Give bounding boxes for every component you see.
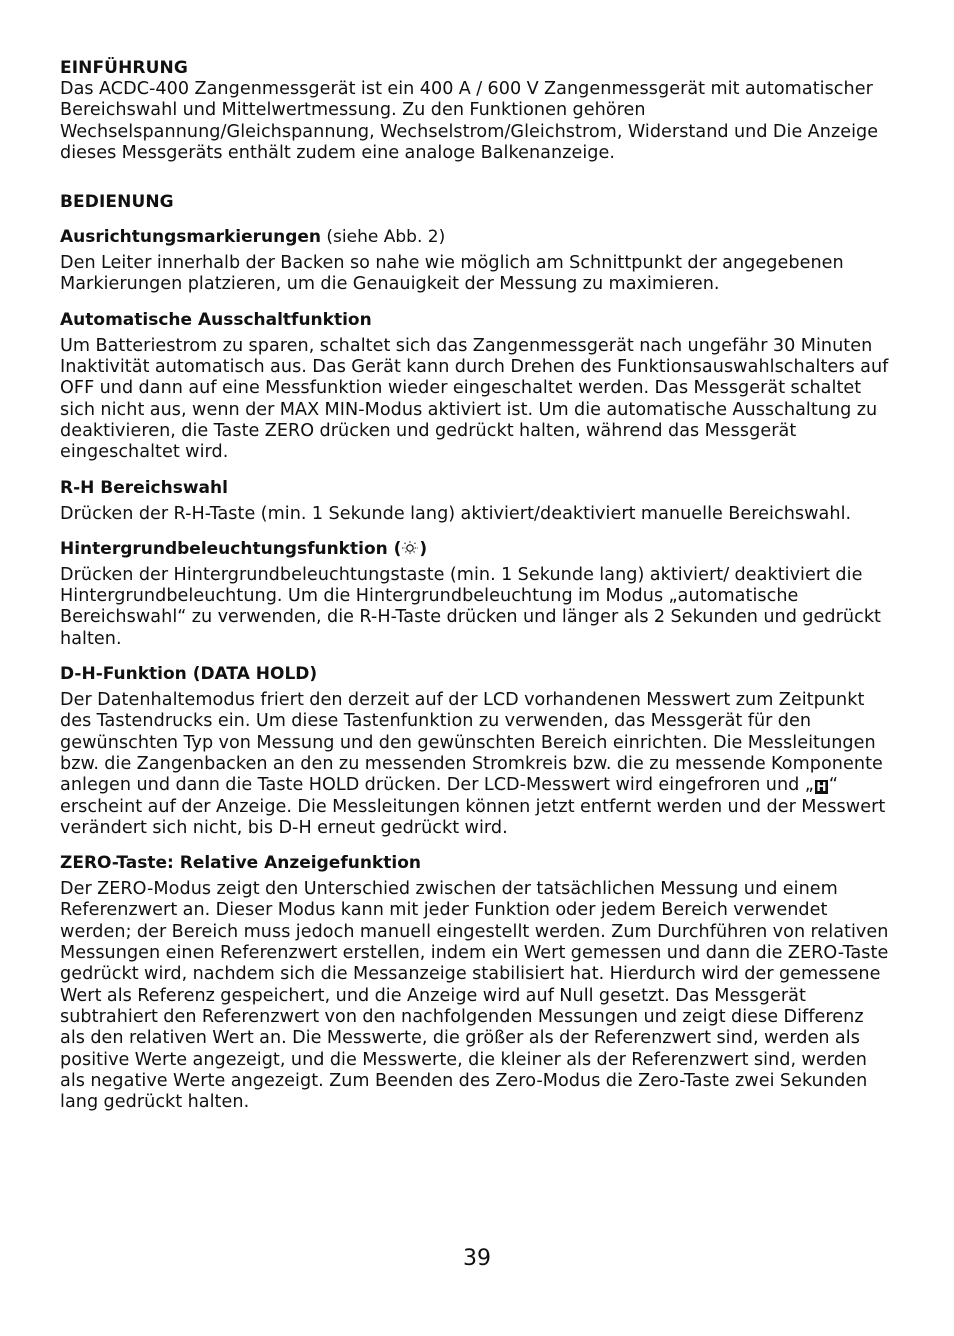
- einfuehrung-text: Das ACDC-400 Zangenmessgerät ist ein 400 A / 600 V Zangenmessgerät mit automatischer Bereichswahl und Mittelwertmessung. Zu den Funktionen gehören Wechselspannung/Gleichspannung, Wechselstrom/Gleichstrom, Widerstand und Die Anzeige dieses Messgeräts enthält zudem eine analoge Balkenanzeige.: [60, 79, 879, 163]
- manual-page: [60, 58, 890, 1113]
- dh-text: [60, 690, 890, 839]
- sun-icon: [401, 540, 419, 554]
- subheading-zero: ZERO-Taste: Relative Anzeigefunktion: [60, 853, 421, 874]
- subheading-hintergrund-end: ): [419, 538, 428, 559]
- subheading-rh: R-H Bereichswahl: [60, 477, 228, 498]
- subheading-dh: D-H-Funktion (DATA HOLD): [60, 664, 318, 685]
- page-number: 39: [463, 1246, 491, 1271]
- hold-indicator-icon: H: [816, 780, 827, 795]
- subheading-hintergrund: [60, 539, 890, 560]
- ausschalt-text: Um Batteriestrom zu sparen, schaltet sich das Zangenmessgerät nach ungefähr 30 Minuten Inaktivität automatisch aus. Das Gerät kann durch Drehen des Funktionsauswahlschalters auf OFF und dann auf eine Messfunktion wieder eingeschaltet werden. Das Messgerät schaltet sich nicht aus, wenn der MAX MIN-Modus aktiviert ist. Um die automatische Ausschaltung zu deaktivieren, die Taste ZERO drücken und gedrückt halten, während das Messgerät eingeschaltet wird.: [60, 335, 889, 463]
- ausrichtung-text: Den Leiter innerhalb der Backen so nahe wie möglich am Schnittpunkt der angegebenen Markierungen platzieren, um die Genauigkeit der Messung zu maximieren.: [60, 253, 844, 295]
- subheading-hintergrund-title: Hintergrundbeleuchtungsfunktion (: [60, 538, 402, 559]
- hintergrund-text: Drücken der Hintergrundbeleuchtungstaste (min. 1 Sekunde lang) aktiviert/ deaktiviert die Hintergrundbeleuchtung. Um die Hintergrundbeleuchtung im Modus „automatische Bereichswahl“ zu verwenden, die R-H-Taste drücken und länger als 2 Sekunden und gedrückt halten.: [60, 564, 882, 649]
- subheading-ausrichtung: [60, 227, 890, 248]
- section-heading-bedienung: BEDIENUNG: [60, 192, 174, 213]
- dh-text-after: “ erscheint auf der Anzeige. Die Messleitungen können jetzt entfernt werden und der Messwert verändert sich nicht, bis D-H erneut gedrückt wird.: [60, 775, 886, 838]
- subheading-ausrichtung-title: Ausrichtungsmarkierungen: [60, 227, 322, 248]
- rh-text: Drücken der R-H-Taste (min. 1 Sekunde lang) aktiviert/deaktiviert manuelle Bereichswahl.: [60, 503, 852, 524]
- zero-text: Der ZERO-Modus zeigt den Unterschied zwischen der tatsächlichen Messung und einem Referenzwert an. Dieser Modus kann mit jeder Funktion oder jedem Bereich verwendet werden; der Bereich muss jedoch manuell eingestellt werden. Zum Durchführen von relativen Messungen einen Referenzwert erstellen, indem ein Wert gemessen und dann die ZERO-Taste gedrückt wird, nachdem sich die Messanzeige stabilisiert hat. Hierdurch wird der gemessene Wert als Referenz gespeichert, und die Anzeige wird auf Null gesetzt. Das Messgerät subtrahiert den Referenzwert von den nachfolgenden Messungen und zeigt diese Differenz als den relativen Wert an. Die Messwerte, die größer als der Referenzwert sind, werden als positive Werte angezeigt, und die Messwerte, die kleiner als der Referenzwert sind, werden als negative Werte angezeigt. Zum Beenden des Zero-Modus die Zero-Taste zwei Sekunden lang gedrückt halten.: [60, 879, 889, 1113]
- subheading-ausrichtung-suffix: (siehe Abb. 2): [321, 227, 446, 248]
- subheading-ausschalt: Automatische Ausschaltfunktion: [60, 309, 372, 330]
- dh-text-before: Der Datenhaltemodus friert den derzeit auf der LCD vorhandenen Messwert zum Zeitpunkt des Tastendrucks ein. Um diese Tastenfunktion zu verwenden, das Messgerät für den gewünschten Typ von Messung und den gewünschten Bereich einrichten. Die Messleitungen bzw. die Zangenbacken an den zu messenden Stromkreis bzw. die zu messende Komponente anlegen und dann die Taste HOLD drücken. Der LCD-Messwert wird eingefroren und „: [60, 690, 883, 796]
- section-heading-einfuehrung: EINFÜHRUNG: [60, 58, 188, 78]
